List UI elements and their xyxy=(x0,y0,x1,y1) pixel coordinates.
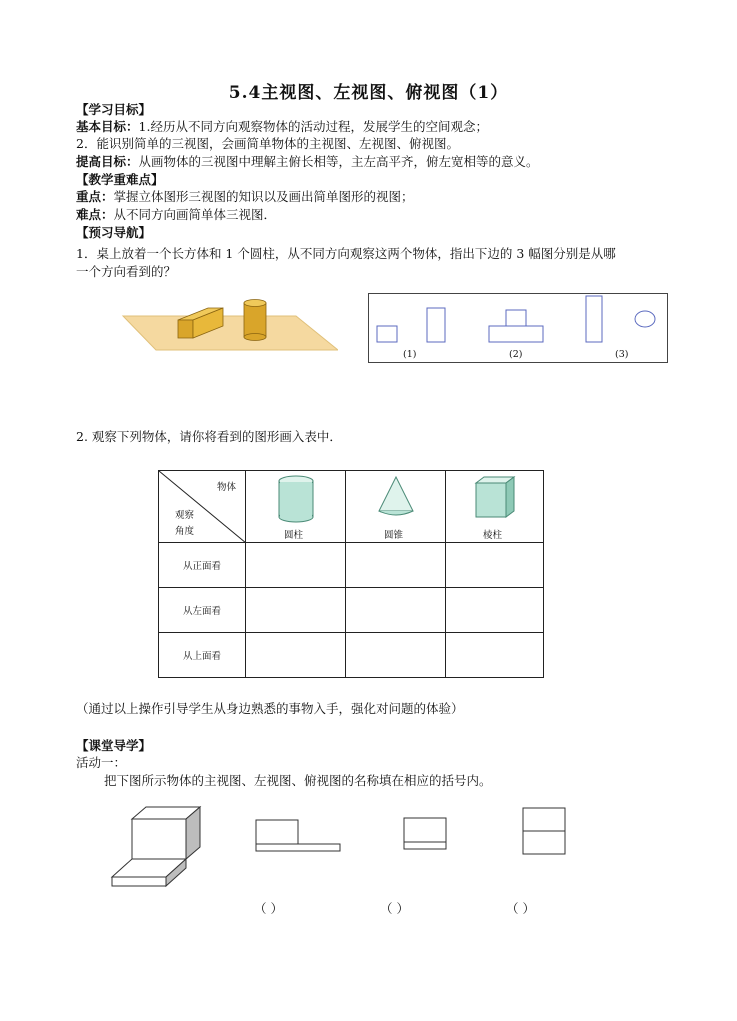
key-header: 【教学重难点】 xyxy=(76,172,164,187)
table-objects-illustration xyxy=(118,292,338,358)
view-1-small-rect xyxy=(377,326,397,342)
table-row xyxy=(159,633,544,678)
advanced-goal-label: 提高目标： xyxy=(76,154,139,169)
row-label-left: 从左面看 xyxy=(159,588,246,633)
advanced-goal-text: 从画物体的三视图中理解主俯长相等，主左高平齐，俯左宽相等的意义。 xyxy=(138,154,539,169)
preview-question-2: 2. 观察下列物体，请你将看到的图形画入表中． xyxy=(76,429,342,444)
cone-icon xyxy=(346,473,446,529)
goals-header: 【学习目标】 xyxy=(76,102,152,117)
cylinder-icon xyxy=(246,473,346,529)
row-label-front: 从正面看 xyxy=(159,543,246,588)
header-cone-cell xyxy=(346,471,446,543)
header-angle-label-1: 观察 xyxy=(175,510,195,521)
table-header-row xyxy=(159,471,544,543)
preview-question-1-line-1: 1．桌上放着一个长方体和 1 个圆柱，从不同方向观察这两个物体，指出下边的 3 幅图分别是从哪 xyxy=(76,246,616,261)
difficult-label: 难点： xyxy=(76,207,114,222)
view-label-3: (3) xyxy=(615,349,629,360)
column-label-prism: 棱柱 xyxy=(483,530,503,541)
difficult-point xyxy=(76,206,276,223)
table-cell[interactable] xyxy=(246,543,346,588)
table-row xyxy=(159,543,544,588)
basic-goal-1 xyxy=(76,118,488,135)
answer-blank-2[interactable]: （ ） xyxy=(380,901,409,916)
view-2-base-rect xyxy=(489,326,543,342)
view-2-top-rect xyxy=(506,310,526,326)
note-text: （通过以上操作引导学生从身边熟悉的事物入手，强化对问题的体验） xyxy=(76,701,464,716)
table-cell[interactable] xyxy=(246,588,346,633)
view-1-tall-rect xyxy=(427,308,445,342)
view-3-tall-rect xyxy=(586,296,602,342)
difficult-text: 从不同方向画简单体三视图． xyxy=(113,207,277,222)
table-cell[interactable] xyxy=(346,588,446,633)
header-cylinder-cell xyxy=(246,471,346,543)
three-views-box xyxy=(368,293,668,363)
table-cell[interactable] xyxy=(446,588,544,633)
view-a-drawing xyxy=(254,818,344,854)
activity-label: 活动一： xyxy=(76,755,127,770)
column-label-cylinder: 圆柱 xyxy=(284,530,304,541)
header-object-label: 物体 xyxy=(217,482,237,493)
stepped-object-drawing xyxy=(108,803,206,891)
key-text: 掌握立体图形三视图的知识以及画出简单图形的视图； xyxy=(113,189,414,204)
page-title: 5.4主视图、左视图、俯视图（1） xyxy=(228,83,509,103)
cylinder xyxy=(244,300,266,341)
row-label-top: 从上面看 xyxy=(159,633,246,678)
preview-header: 【预习导航】 xyxy=(76,225,152,240)
preview-question-1-line-2: 一个方向看到的？ xyxy=(76,264,177,279)
view-label-1: (1) xyxy=(403,349,417,360)
view-b-drawing xyxy=(402,816,450,852)
table-cell[interactable] xyxy=(446,633,544,678)
view-3-circle xyxy=(635,311,655,327)
table-cell[interactable] xyxy=(346,633,446,678)
observation-table xyxy=(158,470,544,678)
table-cell[interactable] xyxy=(346,543,446,588)
activity-text: 把下图所示物体的主视图、左视图、俯视图的名称填在相应的括号内。 xyxy=(104,773,492,788)
header-angle-label-2: 角度 xyxy=(175,526,195,537)
key-label: 重点： xyxy=(76,189,114,204)
basic-goal-1-text: 1.经历从不同方向观察物体的活动过程，发展学生的空间观念； xyxy=(138,119,488,134)
table-row xyxy=(159,588,544,633)
column-label-cone: 圆锥 xyxy=(384,530,404,541)
answer-blank-3[interactable]: （ ） xyxy=(506,901,535,916)
basic-goal-2: 2．能识别简单的三视图，会画简单物体的主视图、左视图、俯视图。 xyxy=(76,136,459,151)
table-cell[interactable] xyxy=(446,543,544,588)
answer-blank-1[interactable]: （ ） xyxy=(254,901,283,916)
class-header: 【课堂导学】 xyxy=(76,738,152,753)
table-mat xyxy=(123,316,338,350)
table-cell[interactable] xyxy=(246,633,346,678)
key-point xyxy=(76,188,414,205)
header-prism-cell xyxy=(446,471,544,543)
basic-goal-label: 基本目标： xyxy=(76,119,139,134)
header-diagonal-cell xyxy=(159,471,246,543)
view-label-2: (2) xyxy=(509,349,523,360)
view-c-drawing xyxy=(521,806,569,858)
advanced-goal xyxy=(76,153,539,170)
prism-icon xyxy=(446,473,544,529)
